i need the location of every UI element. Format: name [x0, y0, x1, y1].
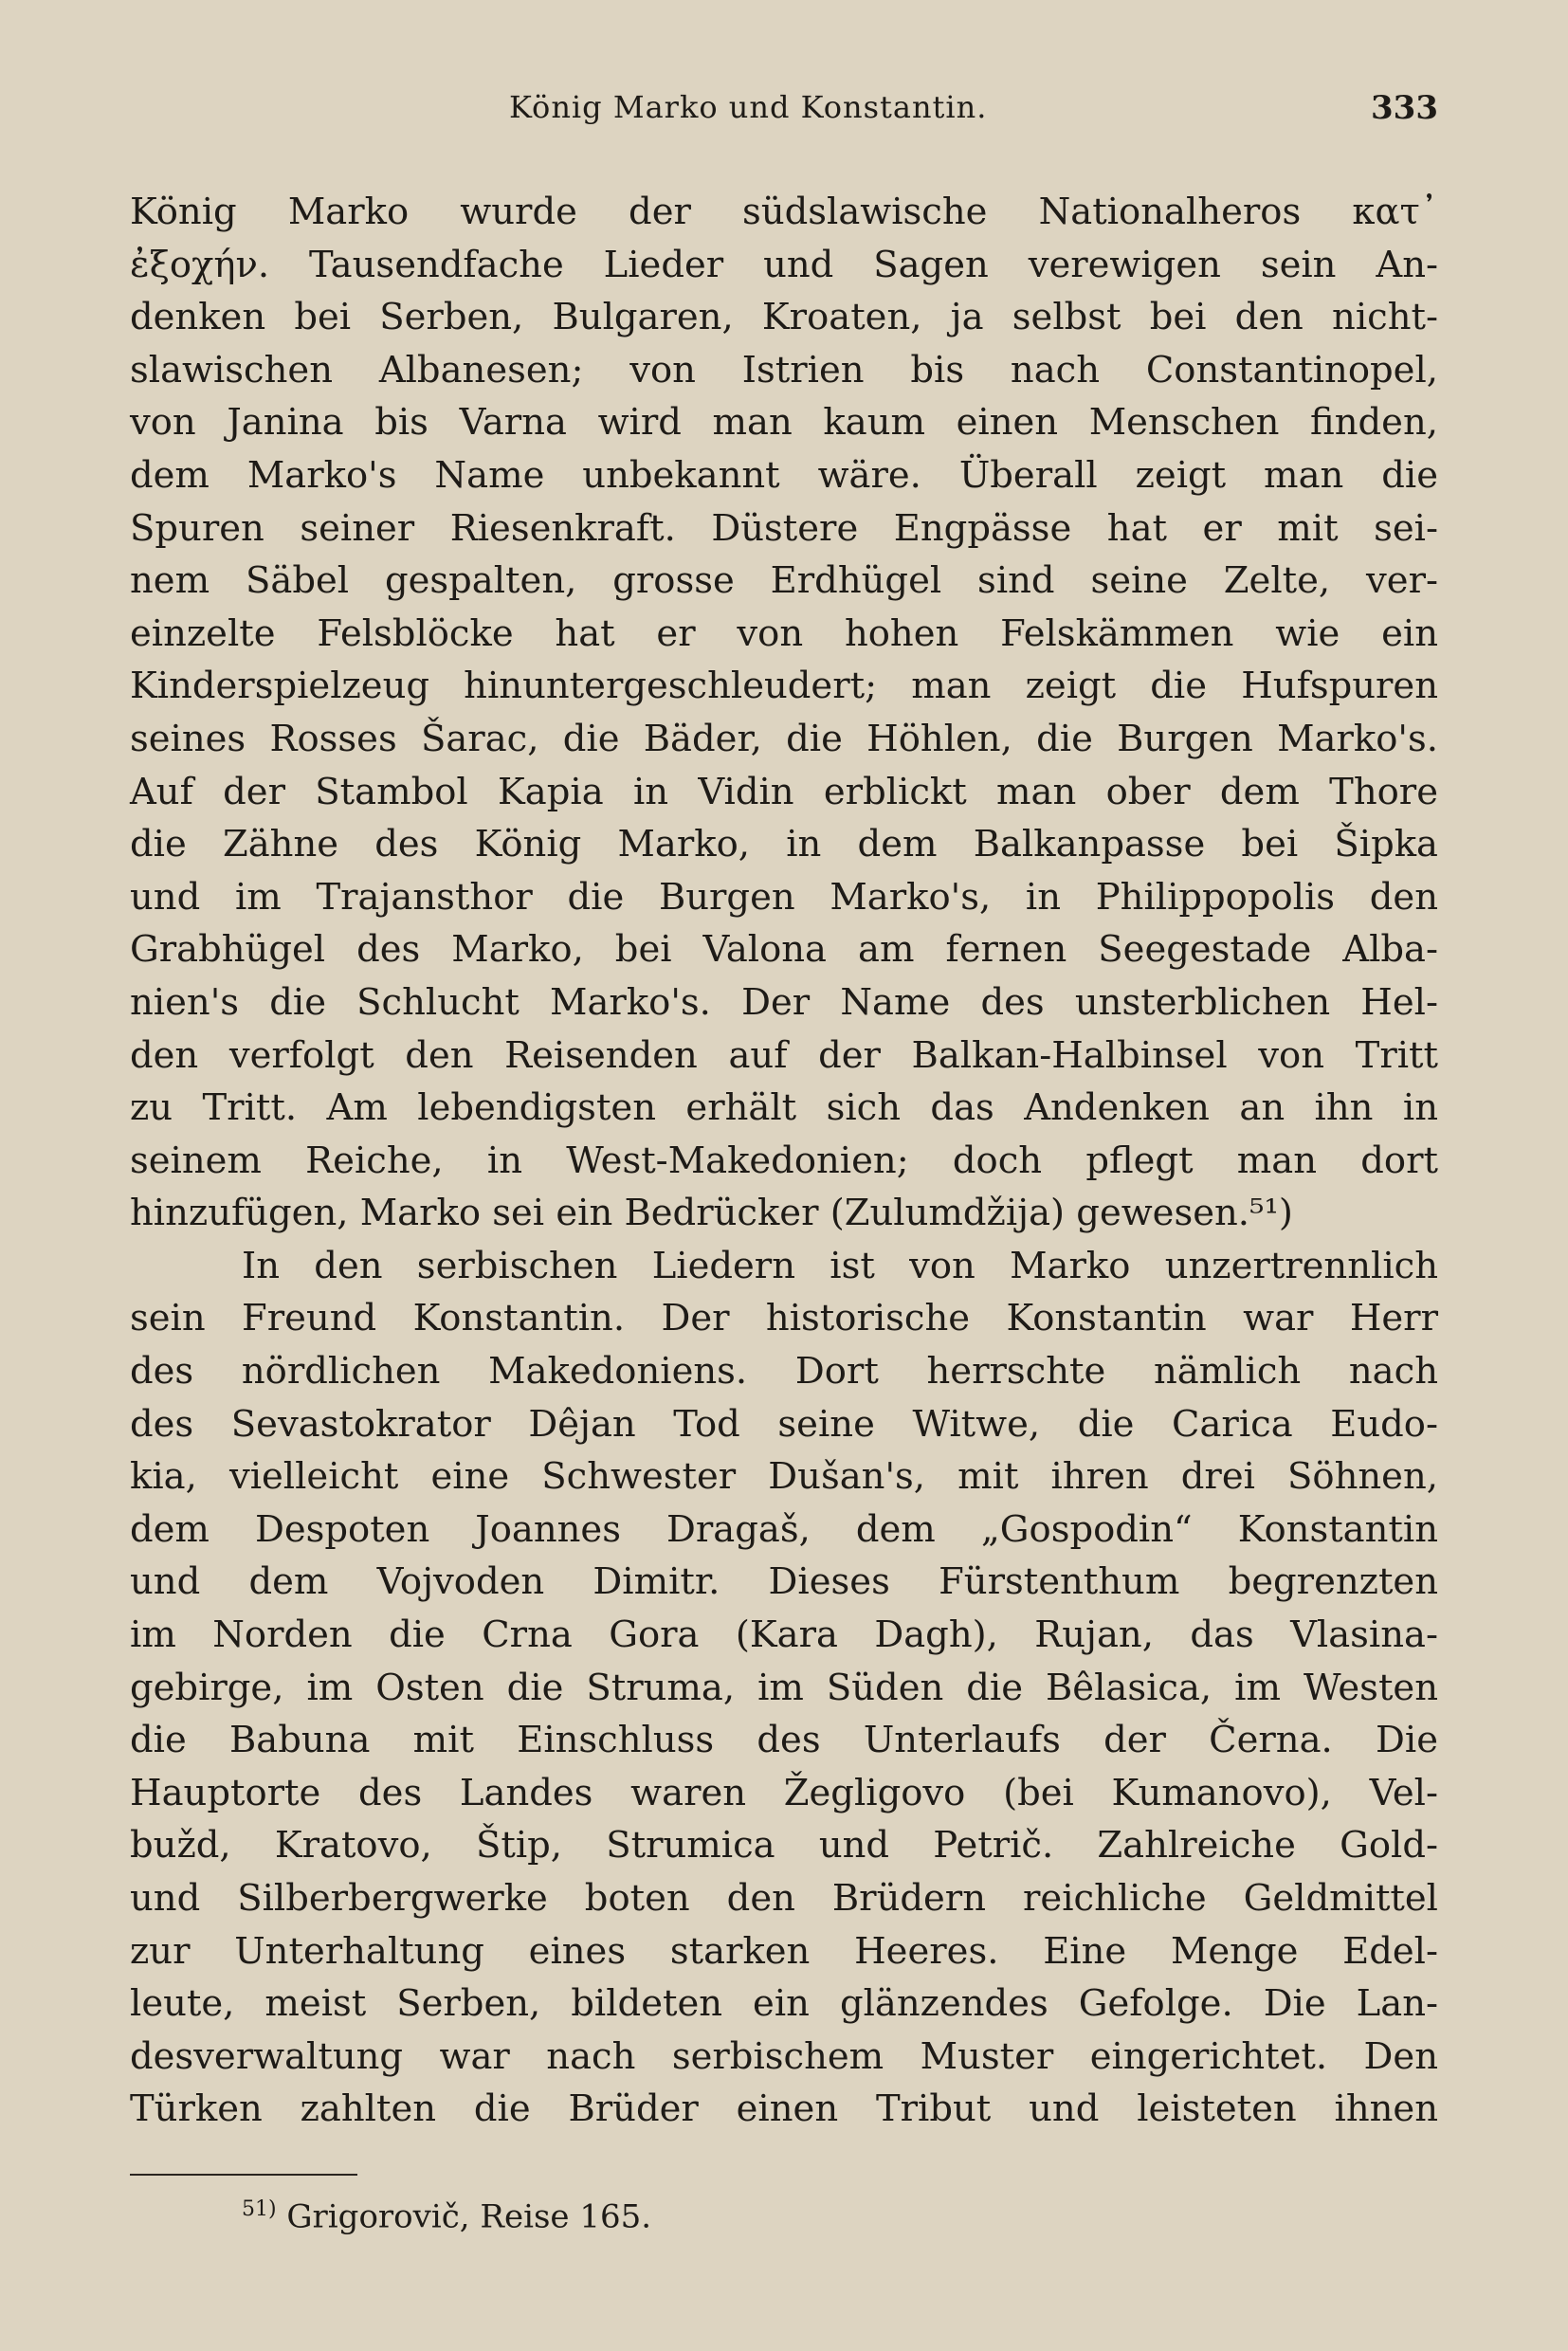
- text-line: die Zähne des König Marko, in dem Balkanpasse bei Šipka: [130, 823, 1438, 866]
- footnote: [242, 2197, 651, 2235]
- text-line: leute, meist Serben, bildeten ein glänzendes Gefolge. Die Lan-: [130, 1982, 1438, 2026]
- text-line: seinem Reiche, in West-Makedonien; doch pflegt man dort: [130, 1139, 1438, 1182]
- text-line: denken bei Serben, Bulgaren, Kroaten, ja selbst bei den nicht-: [130, 296, 1438, 339]
- text-line: und im Trajansthor die Burgen Marko's, in Philippopolis den: [130, 875, 1438, 919]
- text-line: des nördlichen Makedoniens. Dort herrschte nämlich nach: [130, 1350, 1438, 1394]
- text-line: im Norden die Crna Gora (Kara Dagh), Rujan, das Vlasina-: [130, 1613, 1438, 1657]
- page-header: [130, 89, 1438, 137]
- text-line: einzelte Felsblöcke hat er von hohen Felskämmen wie ein: [130, 611, 1438, 655]
- text-line: Kinderspielzeug hinuntergeschleudert; man zeigt die Hufspuren: [130, 665, 1438, 708]
- text-line: Spuren seiner Riesenkraft. Düstere Engpässe hat er mit sei-: [130, 506, 1438, 550]
- text-line: nien's die Schlucht Marko's. Der Name des unsterblichen Hel-: [130, 980, 1438, 1024]
- text-line: Hauptorte des Landes waren Žegligovo (bei Kumanovo), Vel-: [130, 1771, 1438, 1814]
- text-line: slawischen Albanesen; von Istrien bis nach Constantinopel,: [130, 348, 1438, 392]
- text-line: zur Unterhaltung eines starken Heeres. Eine Menge Edel-: [130, 1929, 1438, 1973]
- text-line: sein Freund Konstantin. Der historische Konstantin war Herr: [130, 1297, 1438, 1340]
- text-line: den verfolgt den Reisenden auf der Balkan-Halbinsel von Tritt: [130, 1033, 1438, 1077]
- text-line: dem Despoten Joannes Dragaš, dem „Gospodin“ Konstantin: [130, 1507, 1438, 1551]
- footnote-text: Grigorovič, Reise 165.: [286, 2197, 652, 2236]
- text-line: bužd, Kratovo, Štip, Strumica und Petrič. Zahlreiche Gold-: [130, 1824, 1438, 1868]
- text-line: dem Marko's Name unbekannt wäre. Überall zeigt man die: [130, 453, 1438, 497]
- text-line: kia, vielleicht eine Schwester Dušan's, mit ihren drei Söhnen,: [130, 1455, 1438, 1499]
- text-line: und Silberbergwerke boten den Brüdern reichliche Geldmittel: [130, 1877, 1438, 1920]
- text-line: zu Tritt. Am lebendigsten erhält sich das Andenken an ihn in: [130, 1086, 1438, 1130]
- body-text: [130, 186, 1438, 2136]
- text-line: seines Rosses Šarac, die Bäder, die Höhlen, die Burgen Marko's.: [130, 717, 1438, 760]
- text-line: Grabhügel des Marko, bei Valona am fernen Seegestade Alba-: [130, 928, 1438, 972]
- text-line: die Babuna mit Einschluss des Unterlaufs der Černa. Die: [130, 1719, 1438, 1762]
- running-title: König Marko und Konstantin.: [509, 89, 988, 125]
- text-line: ἐξοχήν. Tausendfache Lieder und Sagen verewigen sein An-: [130, 243, 1438, 286]
- text-line: König Marko wurde der südslawische Nationalheros κατ᾽: [130, 191, 1438, 233]
- text-line: nem Säbel gespalten, grosse Erdhügel sind seine Zelte, ver-: [130, 559, 1438, 603]
- text-line: und dem Vojvoden Dimitr. Dieses Fürstenthum begrenzten: [130, 1560, 1438, 1604]
- text-line: des Sevastokrator Dêjan Tod seine Witwe, die Carica Eudo-: [130, 1402, 1438, 1446]
- text-line: Türken zahlten die Brüder einen Tribut und leisteten ihnen: [130, 2087, 1438, 2131]
- text-line: von Janina bis Varna wird man kaum einen Menschen finden,: [130, 401, 1438, 445]
- text-line: In den serbischen Liedern ist von Marko unzertrennlich: [242, 1244, 1438, 1287]
- page-number: 333: [1371, 89, 1438, 127]
- text-line: Auf der Stambol Kapia in Vidin erblickt man ober dem Thore: [130, 770, 1438, 813]
- footnote-marker: 51): [242, 2197, 277, 2221]
- footnote-divider: [130, 2174, 357, 2176]
- text-line: desverwaltung war nach serbischem Muster eingerichtet. Den: [130, 2034, 1438, 2078]
- text-line: gebirge, im Osten die Struma, im Süden die Bêlasica, im Westen: [130, 1666, 1438, 1709]
- text-line: hinzufügen, Marko sei ein Bedrücker (Zulumdžija) gewesen.⁵¹): [130, 1192, 1293, 1235]
